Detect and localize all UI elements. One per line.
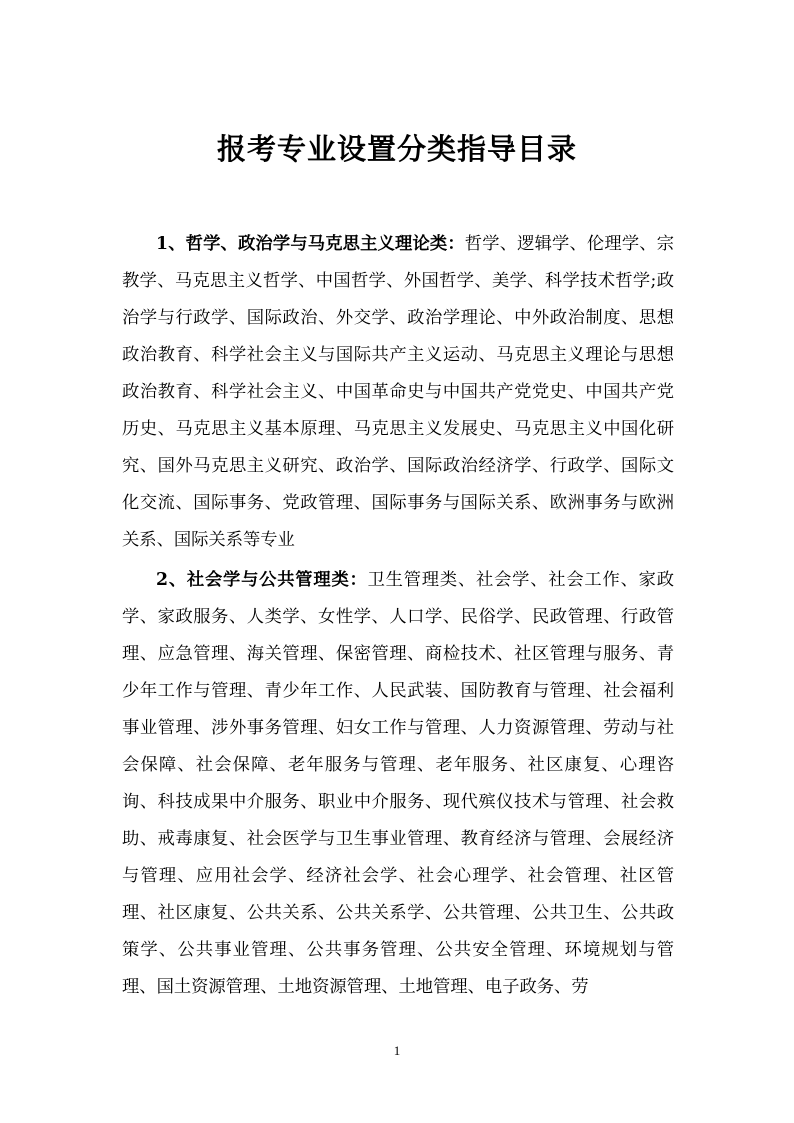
section-body: 哲学、逻辑学、伦理学、宗教学、马克思主义哲学、中国哲学、外国哲学、美学、科学技术哲学;政治学与行政学、国际政治、外交学、政治学理论、中外政治制度、思想政治教育、科学社会主义与国际共产主义运动、马克思主义理论与思想政治教育、科学社会主义、中国革命史与中国共产党党史、中国共产党历史、马克思主义基本原理、马克思主义发展史、马克思主义中国化研究、国外马克思主义研究、政治学、国际政治经济学、行政学、国际文化交流、国际事务、党政管理、国际事务与国际关系、欧洲事务与欧洲关系、国际关系等专业	[122, 234, 674, 550]
document-title: 报考专业设置分类指导目录	[216, 132, 577, 166]
section-sociology-public-management	[122, 562, 674, 1006]
page-number: 1	[393, 1043, 401, 1058]
section-heading: 2、社会学与公共管理类：	[156, 570, 368, 590]
section-heading: 1、哲学、政治学与马克思主义理论类：	[156, 234, 465, 254]
section-philosophy-politics	[122, 226, 674, 559]
section-body: 卫生管理类、社会学、社会工作、家政学、家政服务、人类学、女性学、人口学、民俗学、民政管理、行政管理、应急管理、海关管理、保密管理、商检技术、社区管理与服务、青少年工作与管理、青少年工作、人民武装、国防教育与管理、社会福利事业管理、涉外事务管理、妇女工作与管理、人力资源管理、劳动与社会保障、社会保障、老年服务与管理、老年服务、社区康复、心理咨询、科技成果中介服务、职业中介服务、现代殡仪技术与管理、社会救助、戒毒康复、社会医学与卫生事业管理、教育经济与管理、会展经济与管理、应用社会学、经济社会学、社会心理学、社会管理、社区管理、社区康复、公共关系、公共关系学、公共管理、公共卫生、公共政策学、公共事业管理、公共事务管理、公共安全管理、环境规划与管理、国土资源管理、土地资源管理、土地管理、电子政务、劳	[122, 570, 674, 997]
